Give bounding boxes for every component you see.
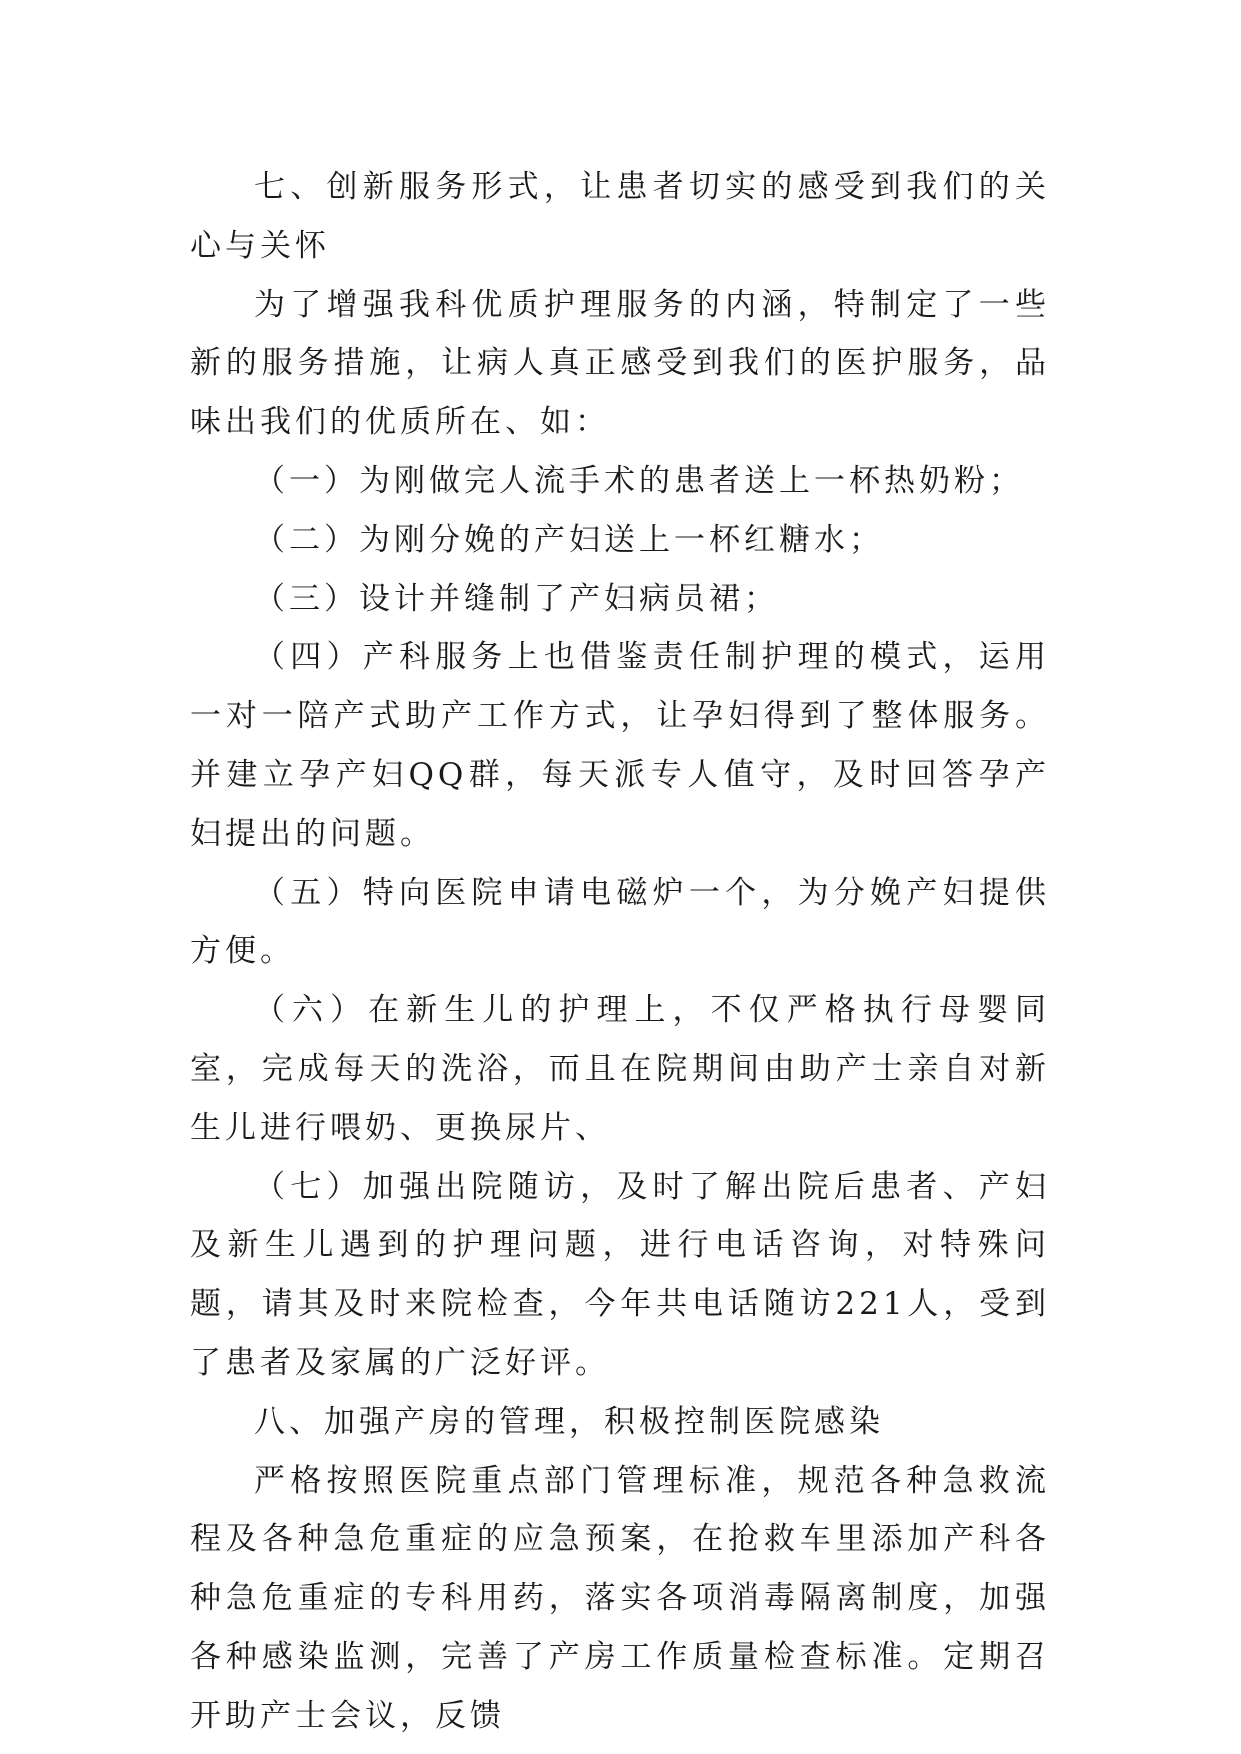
section-heading-7: 七、创新服务形式，让患者切实的感受到我们的关心与关怀	[190, 169, 1050, 264]
section-heading-8: 八、加强产房的管理，积极控制医院感染	[254, 1403, 884, 1440]
list-item-6: （六）在新生儿的护理上，不仅严格执行母婴同室，完成每天的洗浴，而且在院期间由助产士亲自对新生儿进行喂奶、更换尿片、	[190, 992, 1050, 1146]
list-item-1: （一）为刚做完人流手术的患者送上一杯热奶粉；	[254, 462, 1024, 499]
list-item-7: （七）加强出院随访，及时了解出院后患者、产妇及新生儿遇到的护理问题，进行电话咨询，对特殊问题，请其及时来院检查，今年共电话随访221人，受到了患者及家属的广泛好评。	[190, 1168, 1050, 1381]
paragraph-infection-control: 严格按照医院重点部门管理标准，规范各种急救流程及各种急危重症的应急预案，在抢救车里添加产科各种急危重症的专科用药，落实各项消毒隔离制度，加强各种感染监测，完善了产房工作质量检查标准。定期召开助产士会议，反馈	[190, 1462, 1050, 1734]
list-item-3: （三）设计并缝制了产妇病员裙；	[254, 580, 779, 617]
document-body	[190, 158, 1050, 1746]
list-item-4: （四）产科服务上也借鉴责任制护理的模式，运用一对一陪产式助产工作方式，让孕妇得到了整体服务。并建立孕产妇QQ群，每天派专人值守，及时回答孕产妇提出的问题。	[190, 639, 1050, 852]
list-item-2: （二）为刚分娩的产妇送上一杯红糖水；	[254, 521, 884, 558]
paragraph-intro: 为了增强我科优质护理服务的内涵，特制定了一些新的服务措施，让病人真正感受到我们的医护服务，品味出我们的优质所在、如：	[190, 286, 1050, 441]
list-item-5: （五）特向医院申请电磁炉一个，为分娩产妇提供方便。	[190, 874, 1050, 970]
